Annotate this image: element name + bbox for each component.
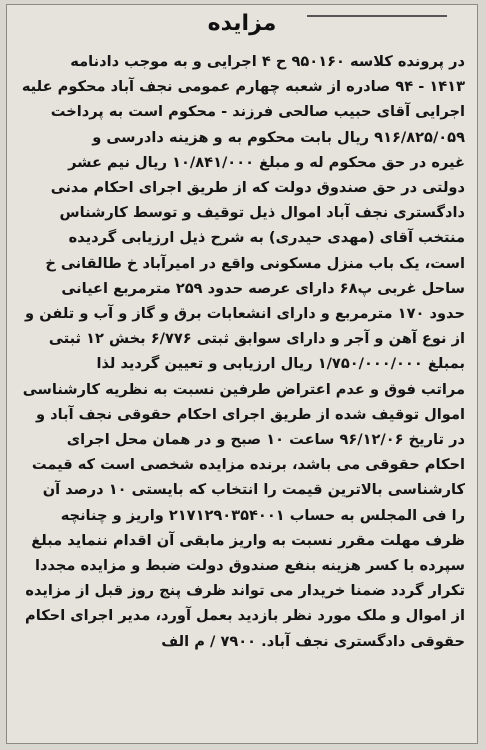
notice-line: ۹۱۶/۸۲۵/۰۵۹ ریال بابت محکوم به و هزینه دادرسی و xyxy=(92,128,465,146)
notice-line: اموال توقیف شده از طریق اجرای احکام حقوقی نجف آباد و xyxy=(36,405,465,423)
notice-line: در تاریخ ۹۶/۱۲/۰۶ ساعت ۱۰ صبح و در همان محل اجرای xyxy=(66,431,465,449)
notice-body xyxy=(21,49,465,654)
notice-line: کارشناسی بالاترین قیمت را انتخاب که بایستی ۱۰ درصد آن xyxy=(42,481,465,499)
notice-line: تکرار گردد ضمنا خریدار می تواند ظرف پنج روز قبل از مزایده xyxy=(25,582,465,600)
notice-line-signature: حقوقی دادگستری نجف آباد. ۷۹۰۰ / م الف xyxy=(161,632,465,650)
notice-line: است، یک باب منزل مسکونی واقع در امیرآباد خ طالقانی خ xyxy=(45,254,465,272)
notice-line: بمبلغ ۱/۷۵۰/۰۰۰/۰۰۰ ریال ارزیابی و تعیین گردید لذا xyxy=(96,355,465,373)
notice-line: منتخب آقای (مهدی حیدری) به شرح ذیل ارزیابی گردیده xyxy=(68,229,465,247)
notice-line: اجرایی آقای حبیب صالحی فرزند - محکوم است به پرداخت xyxy=(50,103,465,121)
notice-line: احکام حقوقی می باشد، برنده مزایده شخصی است که قیمت xyxy=(31,456,465,474)
notice-line: غیره در حق محکوم له و مبلغ ۱۰/۸۴۱/۰۰۰ ریال نیم عشر xyxy=(68,153,465,171)
notice-line: سپرده با کسر هزینه بنفع صندوق دولت ضبط و مزایده مجددا xyxy=(34,557,465,575)
notice-line: از نوع آهن و آجر و دارای سوابق ثبتی ۶/۷۷۶ بخش ۱۲ ثبتی xyxy=(48,330,465,348)
notice-line: را فی المجلس به حساب ۲۱۷۱۲۹۰۳۵۴۰۰۱ واریز و چنانچه xyxy=(60,506,465,524)
notice-title: مزایده xyxy=(207,11,277,36)
notice-line: از اموال و ملک مورد نظر بازدید بعمل آورد، مدیر اجرای احکام xyxy=(25,607,465,625)
notice-line: ساحل غربی پ۶۸ دارای عرصه حدود ۲۵۹ مترمربع اعیانی xyxy=(61,279,465,297)
notice-line: مراتب فوق و عدم اعتراض طرفین نسبت به نظریه کارشناسی xyxy=(22,380,465,398)
notice-line: دادگستری نجف آباد اموال ذیل توقیف و توسط کارشناس xyxy=(59,204,465,222)
notice-line: دولتی در حق صندوق دولت که از طریق اجرای احکام مدنی xyxy=(50,179,465,197)
notice-line: در پرونده کلاسه ۹۵۰۱۶۰ ح ۴ اجرایی و به موجب دادنامه xyxy=(70,53,465,70)
notice-line: ظرف مهلت مقرر نسبت به واریز مابقی آن اقدام ننماید مبلغ xyxy=(31,531,465,549)
notice-line: ۱۴۱۳ - ۹۴ صادره از شعبه چهارم عمومی نجف آباد محکوم علیه xyxy=(21,78,465,96)
notice-line: حدود ۱۷۰ مترمربع و دارای انشعابات برق و گاز و آب و تلفن و xyxy=(25,305,465,323)
notice-clipping xyxy=(6,4,478,744)
